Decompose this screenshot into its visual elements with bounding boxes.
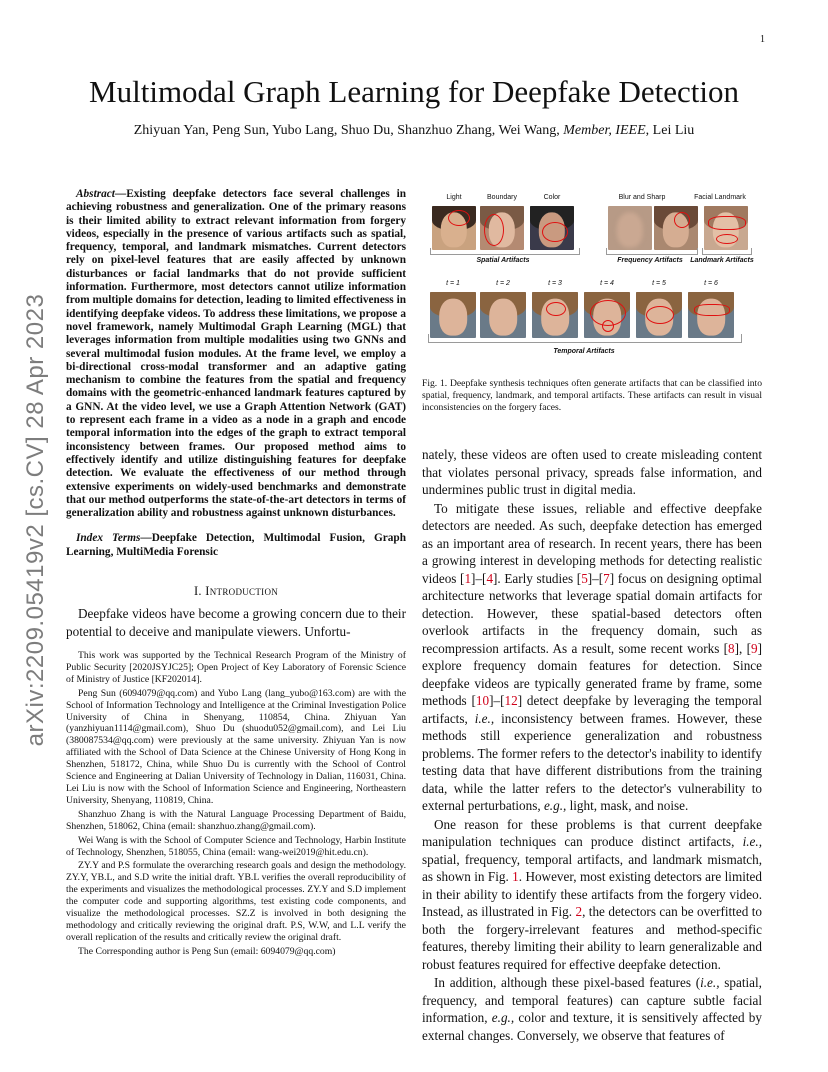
paragraph-text: ]. Early studies [ [493, 570, 582, 586]
face-image-boundary [480, 206, 524, 250]
paragraph-text: spatial, frequency, and temporal features) can capture subtle facial information, [422, 975, 762, 1025]
footnotes [66, 650, 406, 958]
paragraph-text: ] explore frequency domain features for detection. Since deepfake videos are typically generated frame by frame, some methods [ [422, 640, 762, 708]
paragraph-text: i.e., [742, 834, 762, 849]
footnote: Shanzhuo Zhang is with the Natural Language Processing Department of Baidu, Shenzhen, 518062, China (email: shanzhuo.zhang@gmail.com). [66, 808, 406, 832]
figure-label-color: Color [543, 194, 561, 201]
citation-link[interactable]: 2 [575, 904, 583, 919]
paragraph-text: , the detectors can be overfitted to both the forgery-irrelevant features and method-specific features, thereby limiting their ability to learn generalizable and robust features required for effective deepfake detection. [422, 904, 762, 972]
face-frame-3 [532, 292, 578, 338]
figure-1 [422, 188, 762, 366]
paragraph-text: e.g., [543, 798, 567, 813]
face-image-color [530, 206, 574, 250]
paragraph-text: color and texture, it is sensitively affected by external changes. Conversely, we observe that features of [422, 1010, 762, 1043]
face-frame-1 [430, 292, 476, 338]
abstract-body: —Existing deepfake detectors face several challenges in achieving robustness and generalization. One of the primary reasons is their limited ability to extract relevant information from forgery videos, especially in the presence of various artifacts such as spatial, frequency, temporal, and landmark mismatches. Current detectors rely on pixel-level features that are easily affected by unknown disturbances or facial landmarks that do not provide sufficient information. Furthermore, most detectors cannot utilize information from multiple domains for detection, leading to limited effectiveness in identifying deepfake videos. To address these limitations, we propose a novel framework, namely Multimodal Graph Learning (MGL) that leverages information from multiple modalities using two GNNs and several multimodal fusion modules. At the frame level, we employ a bi-directional cross-modal transformer and an adaptive gating mechanism to combine the features from the spatial and frequency domains with the geometric-enhanced landmark features captured by a GNN. At the video level, we use a Graph Attention Network (GAT) to represent each frame in a video as a node in a graph and encode temporal information into the edges of the graph to extract temporal inconsistency between frames. Our proposed method aims to effectively identify and utilize distinguishing features for deepfake detection. We evaluate the effectiveness of our method through extensive experiments on widely-used benchmarks and demonstrate that our method outperforms the state-of-the-art detectors in terms of generalization ability and robustness against unknown disturbances. [66, 188, 406, 520]
index-terms-heading: Index Terms [76, 532, 141, 545]
footnote: The Corresponding author is Peng Sun (email: 6094079@qq.com) [78, 945, 336, 957]
citation-link[interactable]: 9 [751, 640, 758, 656]
paragraph-text: In addition, although these pixel-based features ( [434, 975, 701, 990]
figure-label-t1: t = 1 [446, 280, 460, 287]
authors-main: Zhiyuan Yan, Peng Sun, Yubo Lang, Shuo Du, Shanzhuo Zhang, Wei Wang, [133, 123, 564, 138]
figure-label-t2: t = 2 [496, 280, 510, 287]
figure-label-light: Light [446, 194, 462, 201]
figure-group-landmark: Landmark Artifacts [690, 257, 754, 264]
citation-link[interactable]: 8 [728, 640, 735, 656]
figure-group-temporal: Temporal Artifacts [553, 348, 615, 355]
bracket-spatial [430, 248, 580, 255]
figure-group-spatial: Spatial Artifacts [476, 257, 530, 264]
footnote: ZY.Y and P.S formulate the overarching research goals and design the methodology. ZY.Y, YB.L, and S.D write the initial draft. YB.L verifies the overall reproducibility of the experiments and visualizes the methodological processes. ZY.Y and S.D implement the computer code and supporting algorithms, test existing code components, and visualize the methodological processes. SZ.Z is involved in both designing the methodology and critically reviewing the original draft. P.S, W.W, and L.L verify the overall replication of the results and critically review the original draft. [66, 860, 406, 943]
paragraph-text: ] detect deepfake by leveraging the temporal artifacts, [422, 693, 762, 726]
citation-link[interactable]: 7 [603, 570, 610, 586]
figure-label-t3: t = 3 [548, 280, 562, 287]
author-list [0, 123, 828, 139]
citation-link[interactable]: 5 [581, 570, 588, 586]
face-image-blur [608, 206, 652, 250]
paragraph-text: light, mask, and noise. [566, 798, 689, 813]
face-frame-6 [688, 292, 734, 338]
intro-paragraph: Deepfake videos have become a growing concern due to their potential to deceive and manipulate viewers. Unfortu- [66, 606, 406, 639]
face-frame-4 [584, 292, 630, 338]
body-paragraph [422, 974, 762, 1044]
body-paragraph [422, 446, 762, 499]
paragraph-text: To mitigate these issues, reliable and effective deepfake detectors are needed. As such, deepfake detection has emerged as an important area of research. In recent years, there has been a growing interest in developing methods for detecting realistic videos [ [422, 500, 762, 586]
figure-label-t6: t = 6 [704, 280, 718, 287]
abstract [66, 188, 406, 520]
face-image-landmark [704, 206, 748, 250]
paragraph-text: ]–[ [471, 570, 487, 586]
section-title: Introduction [205, 584, 279, 599]
footnote: Wei Wang is with the School of Computer Science and Technology, Harbin Institute of Technology, Shenzhen, 518055, China (email: wang-wei2019@hit.edu.cn). [66, 834, 406, 858]
figure-label-boundary: Boundary [487, 194, 517, 201]
paragraph-text: spatial, frequency, temporal artifacts, and landmark mismatch, as shown in Fig. [422, 851, 762, 884]
figure-caption: Fig. 1. Deepfake synthesis techniques often generate artifacts that can be classified into spatial, frequency, landmark, and temporal artifacts. These artifacts can result in visual inconsistencies on the forgery faces. [422, 378, 762, 414]
citation-link[interactable]: 1 [464, 570, 472, 586]
index-terms-body: —Deepfake Detection, Multimodal Fusion, Graph Learning, MultiMedia Forensic [66, 532, 406, 558]
footnote: Peng Sun (6094079@qq.com) and Yubo Lang (lang_yubo@163.com) are with the School of Information Technology and Intelligence at the Criminal Investigation Police University of China in Shenyang, 110854, China. Zhiyuan Yan (yanzhiyuan1114@gmail.com), Shuo Du (shuodu052@gmail.com), and Lei Liu (380087534@qq.com) were previously at the same university. Zhiyuan Yan is now affiliated with the School of Data Science at the Chinese University of Hong Kong in Shenzhen, 518172, China, while Shuo Du is currently with the School of Control Science and Engineering at Dalian University of Technology in Dalian, 116031, China. Lei Liu is now with the School of Information Science and Engineering, Northeastern University, Shenyang, 110819, China. [66, 687, 406, 806]
arxiv-identifier: arXiv:2209.05419v2 [cs.CV] 28 Apr 2023 [22, 293, 49, 747]
body-paragraph [422, 816, 762, 974]
paragraph-text: ], [ [734, 640, 751, 656]
face-frame-2 [480, 292, 526, 338]
paragraph-text: nately, these videos are often used to create misleading content that violates personal privacy, spreads false information, and undermines public trust in digital media. [422, 447, 762, 497]
paragraph-text: e.g., [491, 1010, 515, 1025]
authors-last: , Lei Liu [645, 123, 695, 138]
left-column [66, 188, 406, 960]
face-image-sharp [654, 206, 698, 250]
figure-label-t4: t = 4 [600, 280, 614, 287]
paragraph-text: ]–[ [587, 570, 604, 586]
paragraph-text: . However, most existing detectors are limited in their ability to identify these artifacts from the forgery video. Instead, as illustrated in Fig. [422, 869, 762, 919]
paper-title: Multimodal Graph Learning for Deepfake Detection [89, 74, 739, 109]
face-image-light [432, 206, 476, 250]
bracket-temporal [428, 334, 742, 343]
arxiv-sidebar [16, 285, 56, 755]
section-number: I. [193, 584, 206, 599]
citation-link[interactable]: 4 [486, 570, 494, 586]
footnote: This work was supported by the Technical Research Program of the Ministry of Public Security [2020JSYJC25]; Open Project of Key Laboratory of Forensic Science of Ministry of Justice [KF202014]. [66, 650, 406, 685]
paragraph-text: ] focus on designing optimal architecture networks that leverage spatial domain artifacts for detection. However, these spatial-based detectors often overlook artifacts in the frequency domain, such as recompression artifacts. As a result, some recent works [ [422, 570, 762, 656]
figure-group-frequency: Frequency Artifacts [617, 257, 683, 264]
body-paragraph [422, 500, 762, 815]
citation-link[interactable]: 10 [475, 693, 490, 708]
right-column [422, 446, 762, 1044]
figure-label-landmark: Facial Landmark [694, 194, 746, 201]
paragraph-text: i.e., [474, 710, 495, 726]
figure-label-t5: t = 5 [652, 280, 666, 287]
paragraph-text: ]–[ [489, 693, 505, 708]
authors-membership: Member, IEEE [563, 123, 646, 138]
bracket-landmark [702, 248, 752, 255]
page-number: 1 [760, 34, 765, 45]
paragraph-text: One reason for these problems is that current deepfake manipulation techniques can produce distinct artifacts, [422, 816, 762, 849]
section-heading [66, 584, 406, 599]
abstract-heading: Abstract [76, 188, 115, 200]
paragraph-text: inconsistency between frames. However, these methods still experience generalization and robustness problems. The former refers to the detector's inability to identify testing data that have different distributions from the training data, while the latter refers to the detector's vulnerability to external perturbations, [422, 710, 762, 813]
bracket-frequency [606, 248, 698, 255]
face-frame-5 [636, 292, 682, 338]
citation-link[interactable]: 1 [512, 869, 519, 884]
paragraph-text: i.e., [700, 975, 720, 990]
figure-label-blur: Blur and Sharp [618, 194, 666, 201]
citation-link[interactable]: 12 [504, 693, 518, 708]
index-terms [66, 532, 406, 559]
